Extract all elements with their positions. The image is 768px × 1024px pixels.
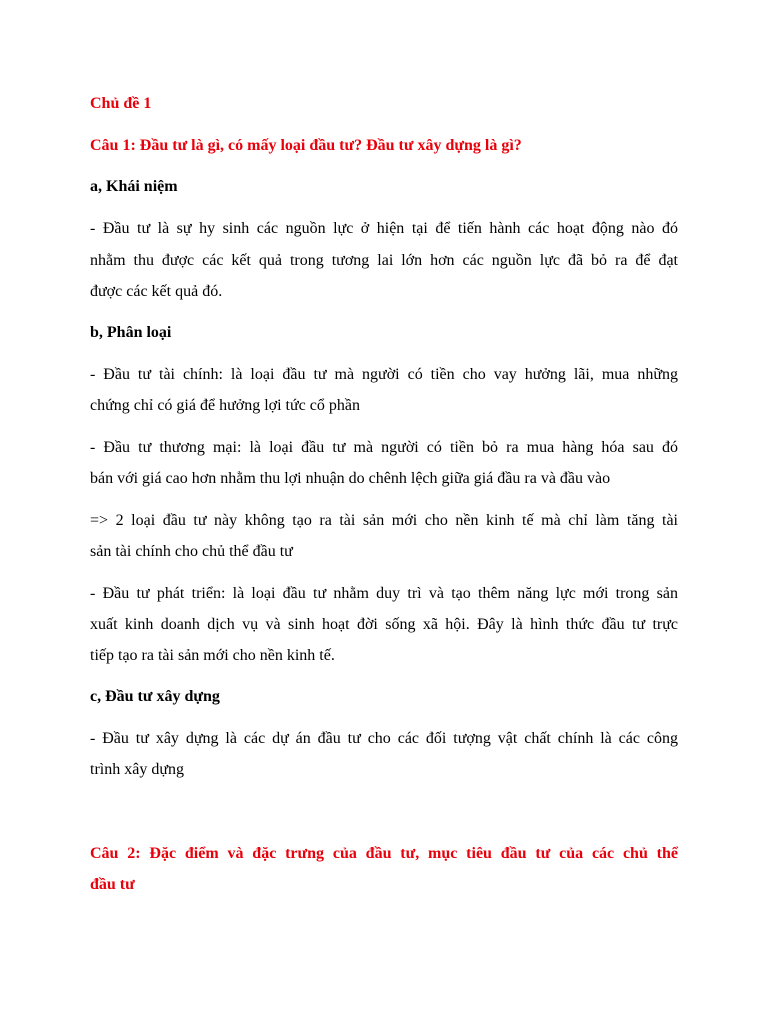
- section-c-text-line: trình xây dựng: [90, 761, 184, 778]
- investment-note-line: sản tài chính cho chủ thể đầu tư: [90, 543, 293, 560]
- finance-investment-line: - Đầu tư tài chính: là loại đầu tư mà người có tiền cho vay hưởng lãi, mua những: [90, 366, 678, 383]
- question-2-title-line: đầu tư: [90, 876, 135, 893]
- section-a-text-line: nhằm thu được các kết quả trong tương lai lớn hơn các nguồn lực đã bỏ ra để đạt: [90, 252, 678, 269]
- section-b-heading: b, Phân loại: [90, 324, 172, 341]
- development-investment-line: - Đầu tư phát triển: là loại đầu tư nhằm duy trì và tạo thêm năng lực mới trong sản: [90, 585, 678, 602]
- question-1-title: Câu 1: Đầu tư là gì, có mấy loại đầu tư? Đầu tư xây dựng là gì?: [90, 137, 522, 154]
- section-a-text-line: được các kết quả đó.: [90, 283, 223, 300]
- section-c-heading: c, Đầu tư xây dựng: [90, 688, 220, 705]
- development-investment-line: xuất kinh doanh dịch vụ và sinh hoạt đời sống xã hội. Đây là hình thức đầu tư trực: [90, 616, 678, 633]
- investment-note-line: => 2 loại đầu tư này không tạo ra tài sản mới cho nền kinh tế mà chỉ làm tăng tài: [90, 512, 678, 529]
- section-a-heading: a, Khái niệm: [90, 178, 178, 195]
- development-investment-line: tiếp tạo ra tài sản mới cho nền kinh tế.: [90, 647, 335, 664]
- topic-heading: Chủ đề 1: [90, 95, 152, 112]
- trade-investment-line: bán với giá cao hơn nhằm thu lợi nhuận do chênh lệch giữa giá đầu ra và đầu vào: [90, 470, 611, 487]
- finance-investment-line: chứng chỉ có giá để hưởng lợi tức cổ phần: [90, 397, 360, 414]
- section-c-text-line: - Đầu tư xây dựng là các dự án đầu tư cho các đối tượng vật chất chính là các công: [90, 730, 678, 747]
- section-a-text-line: - Đầu tư là sự hy sinh các nguồn lực ở hiện tại để tiến hành các hoạt động nào đó: [90, 220, 678, 237]
- question-2-title-line: Câu 2: Đặc điểm và đặc trưng của đầu tư, mục tiêu đầu tư của các chủ thể: [90, 845, 678, 862]
- trade-investment-line: - Đầu tư thương mại: là loại đầu tư mà người có tiền bỏ ra mua hàng hóa sau đó: [90, 439, 678, 456]
